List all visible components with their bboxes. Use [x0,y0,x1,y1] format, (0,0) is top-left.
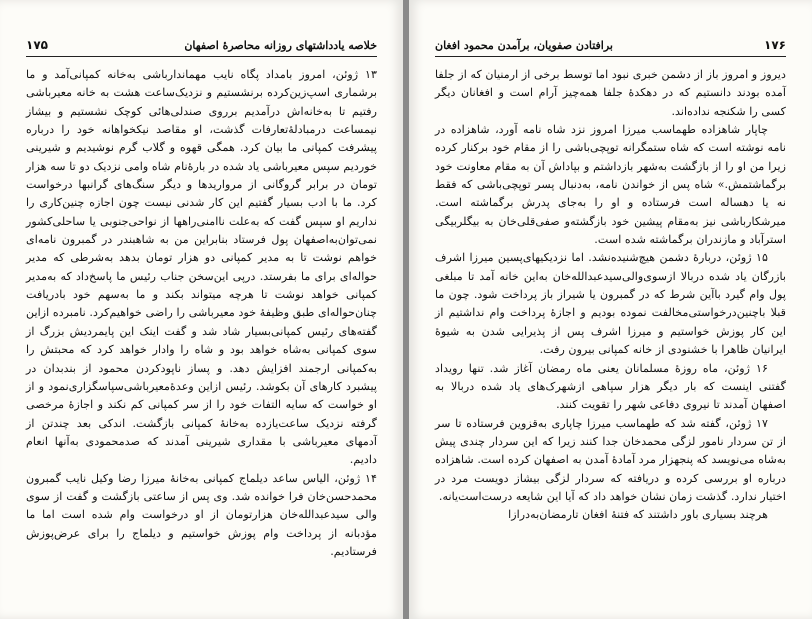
right-page-number: ۱۷۶ [764,38,786,52]
paragraph: ۱۴ ژوئن، الیاس ساعد دیلماج کمپانی به‌خانهٔ میرزا رضا وکیل نایب گمبرون محمدحسن‌خان فرا خوانده شد. وی پس از ساعتی بازگشت و گفت از سوی والی سیدعبدالله‌خان هزارتومان از او درخواست وام شده است اما ما مؤدبانه از پرداخت وام پوزش خواستیم و دیلماج را برای عرض‌پوزش فرستادیم. [26,471,377,558]
paragraph: چاپار شاهزاده طهماسب میرزا امروز نزد شاه نامه آورد، شاهزاده در نامه نوشته است که شاه ستمگرانه توپچی‌باشی را از مقام خود برکنار کرده زیرا من او را از بازگشت به‌شهر بازداشتم و بپاداش آن به مقام معاونت خود برگماشتمش.» شاه پس از خواندن نامه، به‌دنبال پسر توپچی‌باشی که فقط نه یا دهساله است فرستاده و او را به‌جای پدرش برگماشته است. میرشکارباشی نیز به‌مقام پیشین خود بازگشته‌و صفی‌قلی‌خان به بیگلربیگی استرآباد و مازندران برگماشته شده است. [435,123,786,247]
paragraph: ۱۷ ژوئن، گفته شد که طهماسب میرزا چاپاری به‌قزوین فرستاده تا سر از تن سردار نامور لزگی محمدخان جدا کنند زیرا که این سردار چندی پیش به‌شاه می‌نویسد که پنجهزار مرد آمادهٔ آمدن به اصفهان کرده است. شاهزاده درباره او بررسی کرده و دریافته که سردار لزگی بیشاز دویست مرد در اختیار ندارد. گذشت زمان نشان خواهد داد که آیا این شایعه درست‌است‌یانه. [435,416,786,503]
paragraph: ۱۶ ژوئن، ماه روزهٔ مسلمانان یعنی ماه رمضان آغاز شد. تنها رویداد گفتنی اینست که بار دیگر هزار سپاهی ازشهرک‌های یاد شده دربالا به اصفهان آمدند تا نیروی دفاعی شهر را تقویت کنند. [435,361,786,412]
left-page-body [26,66,377,613]
right-page-body [435,66,786,613]
left-page [0,0,403,619]
paragraph: دیروز و امروز باز از دشمن خبری نبود اما توسط برخی از ارمنیان که از جلفا آمده بودند دانستیم که در دهکدهٔ جلفا همه‌چیز آرام است و افغانان دیگر کسی را شکنجه نداده‌اند. [435,68,786,118]
right-page-header [435,38,786,57]
left-page-header [26,38,377,57]
right-running-title: برافتادن صفویان، برآمدن محمود افغان [435,39,613,52]
paragraph: ۱۵ ژوئن، دربارهٔ دشمن هیچ‌شنیده‌نشد. اما نزدیکیهای‌پسین میرزا اشرف بازرگان یاد شده دربالا ازسوی‌والی‌سیدعبدالله‌خان به‌این خانه آمد تا مبلغی پول وام گیرد باآین شرط که در گمبرون یا شیراز باز پرداخت شود. چون ما قبلا باچنین‌درخواستی‌مخالفت نموده بودیم و اجازهٔ پرداخت وام نداشتیم از این کار پوزش خواستیم و میرزا اشرف پس از پذیرایی شدن به شیوهٔ ایرانیان ظاهرا با خشنودی از خانه کمپانی بیرون رفت. [435,251,786,357]
paragraph: هرچند بسیاری باور داشتند که فتنهٔ افغان تارمضان‌به‌درازا [508,508,768,522]
left-running-title: خلاصه یادداشتهای روزانه محاصرهٔ اصفهان [184,39,377,52]
right-page [409,0,812,619]
left-page-number: ۱۷۵ [26,38,48,52]
paragraph: ۱۳ ژوئن، امروز بامداد پگاه نایب مهماندارباشی به‌خانه کمپانی‌آمد و ما برشماری اسپ‌زین‌کرده برنشستیم و نزدیک‌ساعت هشت به خانه معیرباشی رفتیم تا به‌خانه‌اش درآمدیم بر‌روی صندلی‌هائی کوچک نشستیم و بیشاز نیمساعت در‌مبادلهٔ‌تعارفات گذشت، او مقاصد نیکخواهانه خود را درباره پیشرفت کمپانی ما بیان کرد. همگی قهوه و گلاب گرم نوشیدیم و شیرینی خوردیم سپس معیرباشی یاد شده در باره‌ٔ‌نام شاه وامی نزدیک دو تا سه هزار تومان در برابر گروگانی از مرواریدها و دیگر سنگ‌های گرانبها درخواست کرد. ما با ادب بسیار گفتیم این کار شدنی نیست چون اجازه چنین‌کاری را نداریم او سپس گفت که به‌علت ناامنی‌راهها از نواحی‌جنوبی یا ساحلی‌کشور نمی‌توان‌به‌اصفهان پول فرستاد بنابراین من به شاهبندر در گمبرون نامه‌ای خواهم نوشت تا به مدیر کمپانی دو هزار تومان بدهد به‌شرطی که مدیر حواله‌ای برای ما بفرستد. درپی این‌سخن جناب رئیس ما پاسخ‌داد که به‌مدیر کمپانی خواهد نوشت تا هرچه میتواند بکند و ما به‌سهم خود بادریافت چنان‌حواله‌ای طبق وظیفهٔ خود معیرباشی را راضی خواهیم‌کرد. نامبرده ازاین گفته‌های رئیس کمپانی‌بسیار شاد شد و گفت اینک این پایمردیش بزرگ از سوی کمپانی به‌شاه خواهد بود و شاه را وادار خواهد کرد که محبتش را به‌کمپانی ارجمند افزایش دهد. و پساز ناپودکردن محمود از بندبدان در پیشبرد کارهای آن بکوشد. رئیس ازاین وعدهٔ‌معیرباشی‌سپاسگزاری‌نمود و از او خواست که سایه التفات خود را از سر کمپانی کم نکند و اجازهٔ مرخصی گرفته نزدیک ساعت‌یازده به‌خانهٔ کمپانی بازگشت. اندکی بعد چندتن از آدمهای معیرباشی با مقداری شیرینی آمدند که صدمحمودی به‌آنها انعام دادیم. [26,68,377,467]
